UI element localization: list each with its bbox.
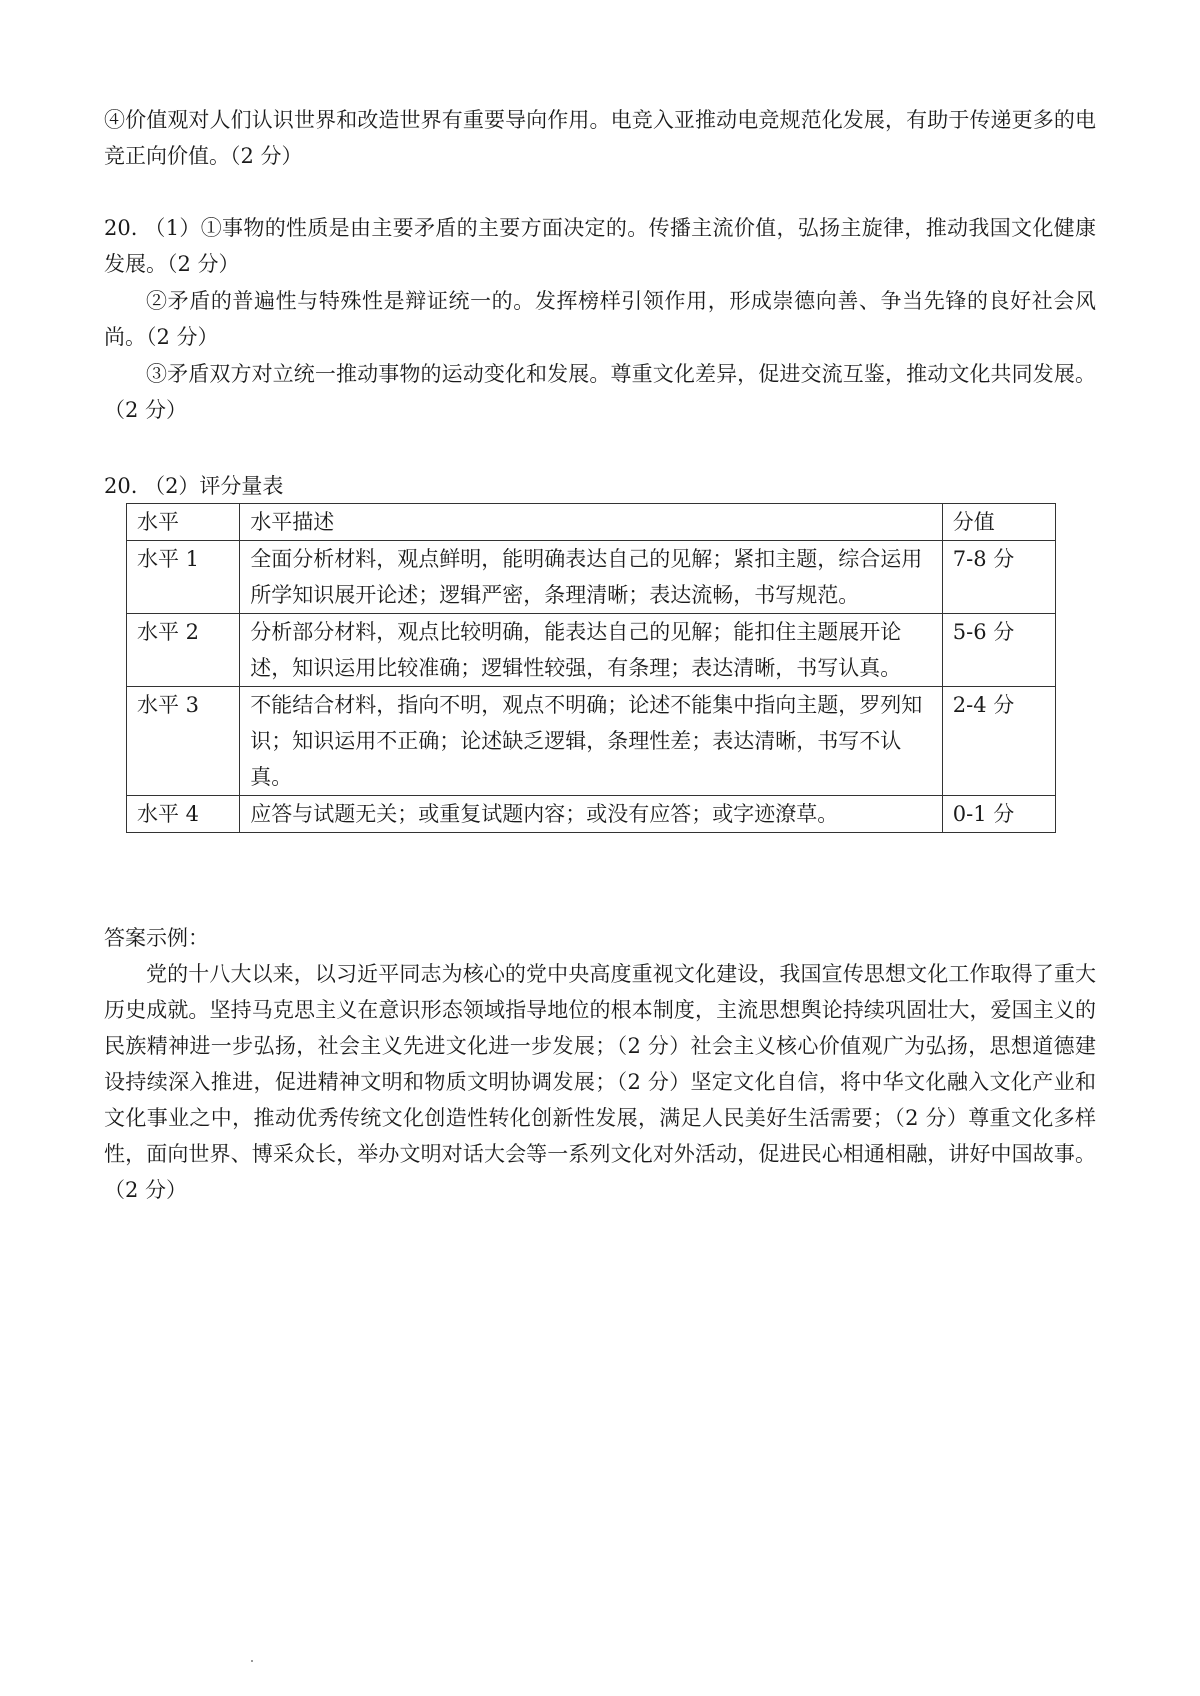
- row-score: 7-8 分: [942, 541, 1055, 614]
- rubric-title: 20. （2）评分量表: [104, 474, 284, 498]
- header-score: 分值: [942, 504, 1055, 541]
- row-score: 0-1 分: [942, 796, 1055, 833]
- answer-body: 党的十八大以来，以习近平同志为核心的党中央高度重视文化建设，我国宣传思想文化工作取得了重大历史成就。坚持马克思主义在意识形态领域指导地位的根本制度，主流思想舆论持续巩固壮大，爱国主义的民族精神进一步弘扬，社会主义先进文化进一步发展；（2 分）社会主义核心价值观广为弘扬，思想道德建设持续深入推进，促进精神文明和物质文明协调发展；（2 分）坚定文化自信，将中华文化融入文化产业和文化事业之中，推动优秀传统文化创造性转化创新性发展，满足人民美好生活需要；（2 分）尊重文化多样性，面向世界、博采众长，举办文明对话大会等一系列文化对外活动，促进民心相通相融，讲好中国故事。（2 分）: [104, 962, 1096, 1202]
- row-level: 水平 3: [127, 687, 240, 796]
- row-description: 不能结合材料，指向不明，观点不明确；论述不能集中指向主题，罗列知识；知识运用不正确；论述缺乏逻辑，条理性差；表达清晰，书写不认真。: [240, 687, 943, 796]
- table-header-row: [127, 504, 1056, 541]
- header-description: 水平描述: [240, 504, 943, 541]
- header-level: 水平: [127, 504, 240, 541]
- paragraph-q20-1-a: 20. （1）①事物的性质是由主要矛盾的主要方面决定的。传播主流价值，弘扬主旋律，推动我国文化健康发展。（2 分）: [104, 216, 1096, 276]
- row-level: 水平 2: [127, 614, 240, 687]
- table-row: [127, 541, 1056, 614]
- table-row: [127, 796, 1056, 833]
- table-row: [127, 614, 1056, 687]
- row-score: 2-4 分: [942, 687, 1055, 796]
- row-description: 分析部分材料，观点比较明确，能表达自己的见解；能扣住主题展开论述，知识运用比较准确；逻辑性较强，有条理；表达清晰，书写认真。: [240, 614, 943, 687]
- row-level: 水平 4: [127, 796, 240, 833]
- scan-speck: [251, 1660, 253, 1662]
- row-level: 水平 1: [127, 541, 240, 614]
- row-description: 全面分析材料，观点鲜明，能明确表达自己的见解；紧扣主题，综合运用所学知识展开论述；逻辑严密，条理清晰；表达流畅，书写规范。: [240, 541, 943, 614]
- paragraph-q20-1-c: ③矛盾双方对立统一推动事物的运动变化和发展。尊重文化差异，促进交流互鉴，推动文化共同发展。（2 分）: [104, 362, 1096, 422]
- paragraph-q20-1-b: ②矛盾的普遍性与特殊性是辩证统一的。发挥榜样引领作用，形成崇德向善、争当先锋的良好社会风尚。（2 分）: [104, 289, 1096, 349]
- row-score: 5-6 分: [942, 614, 1055, 687]
- rubric-table: [126, 503, 1056, 833]
- table-row: [127, 687, 1056, 796]
- answer-label: 答案示例：: [104, 926, 209, 950]
- row-description: 应答与试题无关；或重复试题内容；或没有应答；或字迹潦草。: [240, 796, 943, 833]
- paragraph-point-4: ④价值观对人们认识世界和改造世界有重要导向作用。电竞入亚推动电竞规范化发展，有助于传递更多的电竞正向价值。（2 分）: [104, 108, 1096, 168]
